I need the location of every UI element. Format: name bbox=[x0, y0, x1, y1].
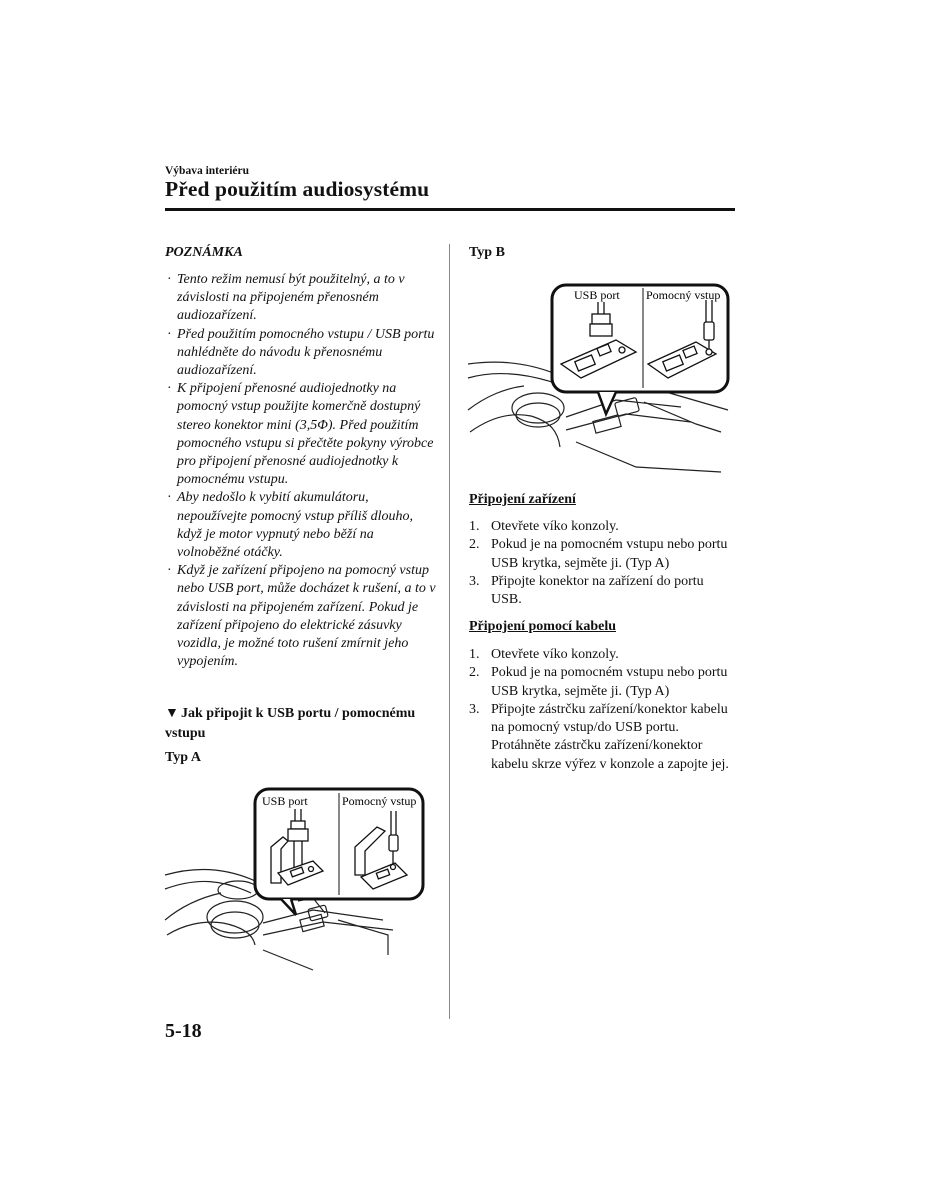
note-item: · K připojení přenosné audiojednotky na pomocný vstup použijte komerčně dostupný stereo konektor mini (3,5Φ). Před použitím pomocného vstupu si přečtěte pokyny výrobce pro připojení přenosné audiojednotky k pomocnému vstupu. bbox=[165, 380, 437, 489]
step-item bbox=[469, 646, 734, 664]
console-usb-aux-illustration-icon bbox=[466, 282, 731, 482]
note-heading: POZNÁMKA bbox=[165, 245, 243, 260]
connect-cable-steps bbox=[469, 646, 734, 774]
step-text: Otevřete víko konzoly. bbox=[491, 647, 619, 662]
step-number: 3. bbox=[469, 701, 480, 717]
type-a-label: Typ A bbox=[165, 750, 201, 765]
note-item: · Když je zařízení připojeno na pomocný vstup nebo USB port, může docházet k rušení, a to v závislosti na připojeném zařízení. Pokud je zařízení připojeno do elektrické zásuvky vozidla, je možné toto rušení zmírnit jeho vypojením. bbox=[165, 562, 437, 671]
step-item bbox=[469, 701, 734, 774]
page-number: 5-18 bbox=[165, 1020, 202, 1042]
connect-device-steps bbox=[469, 518, 734, 609]
step-number: 2. bbox=[469, 665, 480, 681]
usb-port-label: USB port bbox=[574, 288, 620, 302]
step-text: Připojte zástrčku zařízení/konektor kabelu na pomocný vstup/do USB portu. Protáhněte zástrčku zařízení/konektor kabelu skrze výřez v konzole a zapojte jej. bbox=[491, 701, 729, 772]
console-usb-aux-illustration-icon bbox=[163, 785, 428, 977]
column-divider bbox=[449, 244, 450, 1019]
triangle-marker-icon: ▼ bbox=[165, 706, 179, 721]
step-number: 1. bbox=[469, 519, 480, 534]
step-number: 1. bbox=[469, 647, 480, 662]
step-number: 3. bbox=[469, 573, 480, 589]
type-b-label: Typ B bbox=[469, 245, 505, 260]
aux-input-label: Pomocný vstup bbox=[646, 288, 721, 302]
connect-device-heading: Připojení zařízení bbox=[469, 492, 576, 507]
step-number: 2. bbox=[469, 537, 480, 553]
step-item bbox=[469, 536, 734, 573]
title-rule bbox=[165, 208, 735, 211]
step-item bbox=[469, 518, 734, 536]
how-to-heading-text: Jak připojit k USB portu / pomocnému vstupu bbox=[165, 706, 416, 741]
aux-input-label: Pomocný vstup bbox=[342, 794, 417, 808]
step-text: Pokud je na pomocném vstupu nebo portu USB krytka, sejměte ji. (Typ A) bbox=[491, 537, 728, 571]
callout-pointer bbox=[598, 392, 616, 414]
usb-port-label: USB port bbox=[262, 794, 308, 808]
section-label: Výbava interiéru bbox=[165, 165, 250, 177]
step-text: Otevřete víko konzoly. bbox=[491, 519, 619, 534]
step-text: Pokud je na pomocném vstupu nebo portu USB krytka, sejměte ji. (Typ A) bbox=[491, 665, 728, 699]
step-item bbox=[469, 573, 734, 610]
step-text: Připojte konektor na zařízení do portu USB. bbox=[491, 573, 704, 608]
note-item: · Aby nedošlo k vybití akumulátoru, nepoužívejte pomocný vstup příliš dlouho, když je motor vypnutý nebo běží na volnoběžné otáčky. bbox=[165, 489, 437, 562]
connect-cable-heading: Připojení pomocí kabelu bbox=[469, 619, 617, 634]
note-list bbox=[165, 271, 437, 671]
callout-pointer bbox=[281, 899, 296, 915]
note-item: · Tento režim nemusí být použitelný, a to v závislosti na připojeném přenosném audiozařízení. bbox=[165, 271, 437, 326]
note-item: · Před použitím pomocného vstupu / USB portu nahlédněte do návodu k přenosnému audiozařízení. bbox=[165, 326, 437, 381]
step-item bbox=[469, 664, 734, 701]
page-title: Před použitím audiosystému bbox=[165, 177, 430, 201]
how-to-heading bbox=[165, 704, 445, 744]
